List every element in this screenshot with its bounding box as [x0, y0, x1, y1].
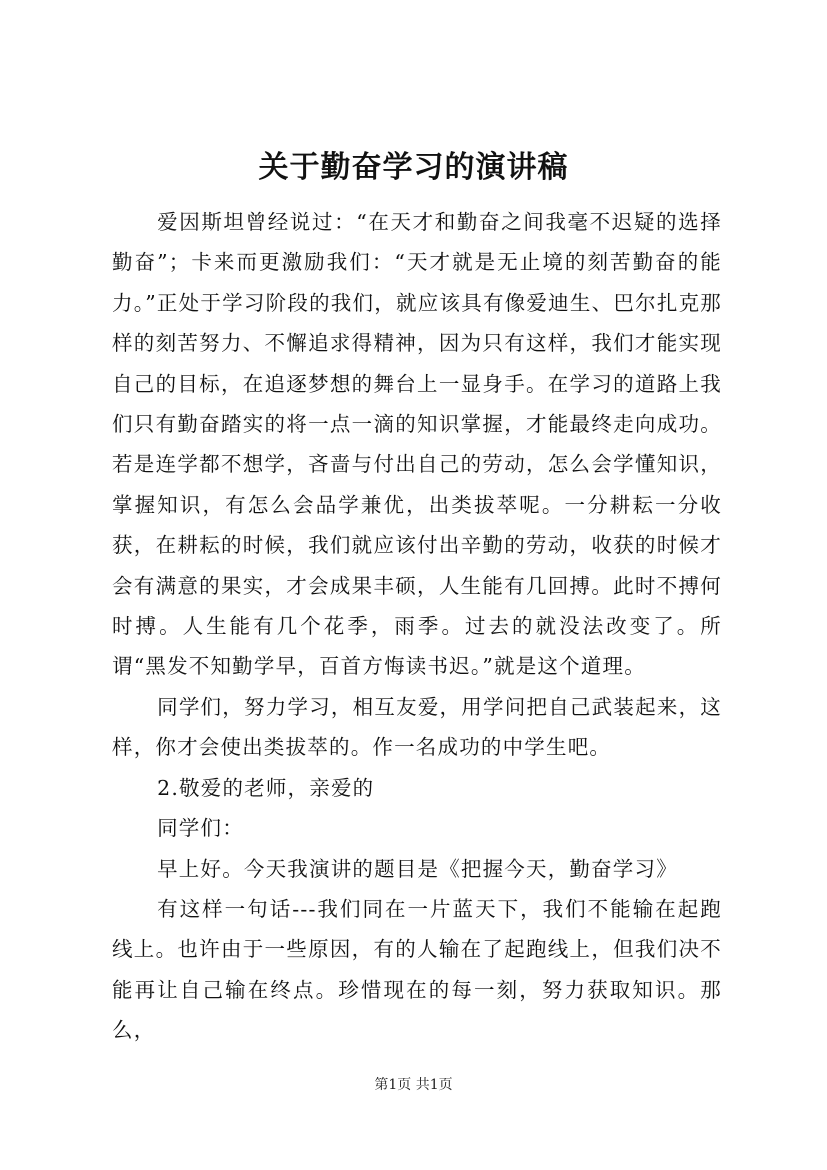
document-title: 关于勤奋学习的演讲稿: [258, 150, 569, 185]
paragraph-3: 2.敬爱的老师，亲爱的: [157, 775, 375, 800]
paragraph-5: 早上好。今天我演讲的题目是《把握今天，勤奋学习》: [157, 856, 678, 881]
paragraph-4: 同学们：: [157, 816, 244, 841]
page-footer: 第1页 共1页: [374, 1077, 453, 1093]
document-body: [112, 202, 722, 1051]
paragraph-2: 同学们，努力学习，相互友爱，用学问把自己武装起来，这样，你才会使出类拔萃的。作一名成功的中学生吧。: [112, 694, 722, 760]
paragraph-1: 爱因斯坦曾经说过：“在天才和勤奋之间我毫不迟疑的选择勤奋”；卡来而更激励我们：“天才就是无止境的刻苦勤奋的能力。”正处于学习阶段的我们，就应该具有像爱迪生、巴尔扎克那样的刻苦努力、不懈追求得精神，因为只有这样，我们才能实现自己的目标，在追逐梦想的舞台上一显身手。在学习的道路上我们只有勤奋踏实的将一点一滴的知识掌握，才能最终走向成功。若是连学都不想学，吝啬与付出自己的劳动，怎么会学懂知识，掌握知识，有怎么会品学兼优，出类拔萃呢。一分耕耘一分收获，在耕耘的时候，我们就应该付出辛勤的劳动，收获的时候才会有满意的果实，才会成果丰硕，人生能有几回搏。此时不搏何时搏。人生能有几个花季，雨季。过去的就没法改变了。所谓“黑发不知勤学早，百首方悔读书迟。”就是这个道理。: [112, 210, 722, 679]
paragraph-6: 有这样一句话---我们同在一片蓝天下，我们不能输在起跑线上。也许由于一些原因，有的人输在了起跑线上，但我们决不能再让自己输在终点。珍惜现在的每一刻，努力获取知识。那么，: [112, 896, 722, 1043]
